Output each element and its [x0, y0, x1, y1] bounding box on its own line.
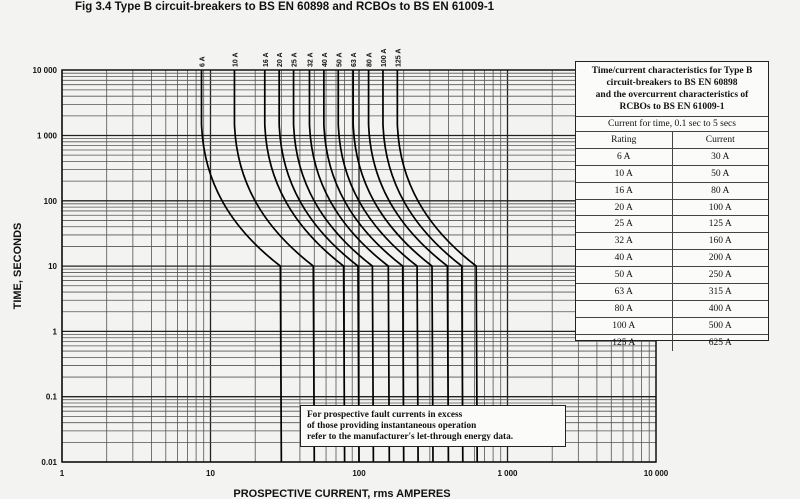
- rating-label-6a: 6 A: [199, 56, 207, 67]
- figure-title: Fig 3.4 Type B circuit-breakers to BS EN 60898 and RCBOs to BS EN 61009-1: [75, 1, 495, 13]
- cell-current: 30 A: [672, 148, 768, 165]
- y-tick-label: 0.01: [41, 458, 57, 467]
- cell-current: 500 A: [672, 317, 768, 334]
- rating-label-80a: 80 A: [366, 52, 374, 67]
- table-row: [576, 148, 768, 165]
- let-through-energy-note: [300, 405, 566, 447]
- rating-label-25a: 25 A: [291, 52, 299, 67]
- y-tick-label: 10: [48, 262, 57, 272]
- table-heading-line: Time/current characteristics for Type B: [591, 66, 753, 76]
- table-subheading: Current for time, 0.1 sec to 5 secs: [576, 117, 768, 132]
- cell-rating: 32 A: [576, 233, 672, 250]
- table-row: [576, 165, 768, 182]
- rating-label-50a: 50 A: [336, 52, 344, 67]
- table-body: [576, 148, 768, 350]
- table-row: [576, 300, 768, 317]
- x-tick-label: 10: [206, 469, 215, 478]
- table-row: [576, 199, 768, 216]
- table-heading-line: circuit-breakers to BS EN 60898: [606, 78, 738, 88]
- table-row: [576, 250, 768, 267]
- cell-current: 125 A: [672, 216, 768, 233]
- table-row: [576, 284, 768, 301]
- note-line: of those providing instantaneous operation: [307, 421, 477, 431]
- column-header-rating: Rating: [576, 132, 672, 148]
- table-row: [576, 182, 768, 199]
- table-row: [576, 216, 768, 233]
- cell-current: 250 A: [672, 267, 768, 284]
- table-row: [576, 267, 768, 284]
- table-heading: [576, 62, 768, 117]
- x-tick-label: 10 000: [643, 469, 669, 478]
- cell-rating: 80 A: [576, 300, 672, 317]
- table-header-row: [576, 132, 768, 148]
- cell-rating: 63 A: [576, 284, 672, 301]
- characteristics-table-panel: [575, 61, 769, 348]
- rating-current-table: [576, 132, 768, 351]
- rating-label-20a: 20 A: [277, 52, 285, 67]
- cell-rating: 6 A: [576, 148, 672, 165]
- rating-label-100a: 100 A: [380, 48, 388, 67]
- note-line: refer to the manufacturer's let-through energy data.: [307, 432, 514, 442]
- rating-label-125a: 125 A: [395, 48, 403, 67]
- cell-current: 80 A: [672, 182, 768, 199]
- y-tick-label: 100: [43, 196, 57, 206]
- cell-current: 160 A: [672, 233, 768, 250]
- x-axis-title: PROSPECTIVE CURRENT, rms AMPERES: [233, 488, 451, 499]
- table-row: [576, 233, 768, 250]
- y-tick-label: 1: [52, 327, 57, 337]
- table-heading-line: RCBOs to BS EN 61009-1: [619, 102, 725, 112]
- cell-rating: 16 A: [576, 182, 672, 199]
- chart-rating-labels: [200, 49, 403, 67]
- y-axis-title: TIME, SECONDS: [12, 222, 24, 310]
- x-tick-label: 1: [59, 469, 65, 478]
- y-tick-label: 10 000: [32, 66, 57, 76]
- cell-rating: 20 A: [576, 199, 672, 216]
- y-tick-label: 1 000: [36, 131, 57, 141]
- rating-label-10a: 10 A: [232, 52, 240, 67]
- cell-current: 100 A: [672, 199, 768, 216]
- rating-label-63a: 63 A: [351, 52, 359, 67]
- cell-rating: 10 A: [576, 165, 672, 182]
- cell-current: 200 A: [672, 250, 768, 267]
- cell-current: 625 A: [708, 337, 732, 348]
- table-row: [576, 334, 768, 350]
- cell-rating: 100 A: [576, 317, 672, 334]
- table-heading-line: and the overcurrent characteristics of: [595, 90, 749, 100]
- x-tick-label: 1 000: [497, 469, 518, 478]
- cell-rating: 25 A: [576, 216, 672, 233]
- y-tick-label: 0.1: [45, 392, 57, 402]
- table-row: [576, 317, 768, 334]
- rating-label-32a: 32 A: [307, 52, 315, 67]
- note-line: For prospective fault currents in excess: [307, 410, 463, 420]
- cell-current: 315 A: [672, 284, 768, 301]
- rating-label-16a: 16 A: [262, 52, 270, 67]
- cell-current: 50 A: [672, 165, 768, 182]
- cell-current: 400 A: [672, 300, 768, 317]
- cell-rating: 125 A: [576, 334, 672, 350]
- cell-rating: 50 A: [576, 267, 672, 284]
- column-header-current: Current: [672, 132, 768, 148]
- cell-rating: 40 A: [576, 250, 672, 267]
- rating-label-40a: 40 A: [321, 52, 329, 67]
- x-tick-label: 100: [352, 469, 366, 478]
